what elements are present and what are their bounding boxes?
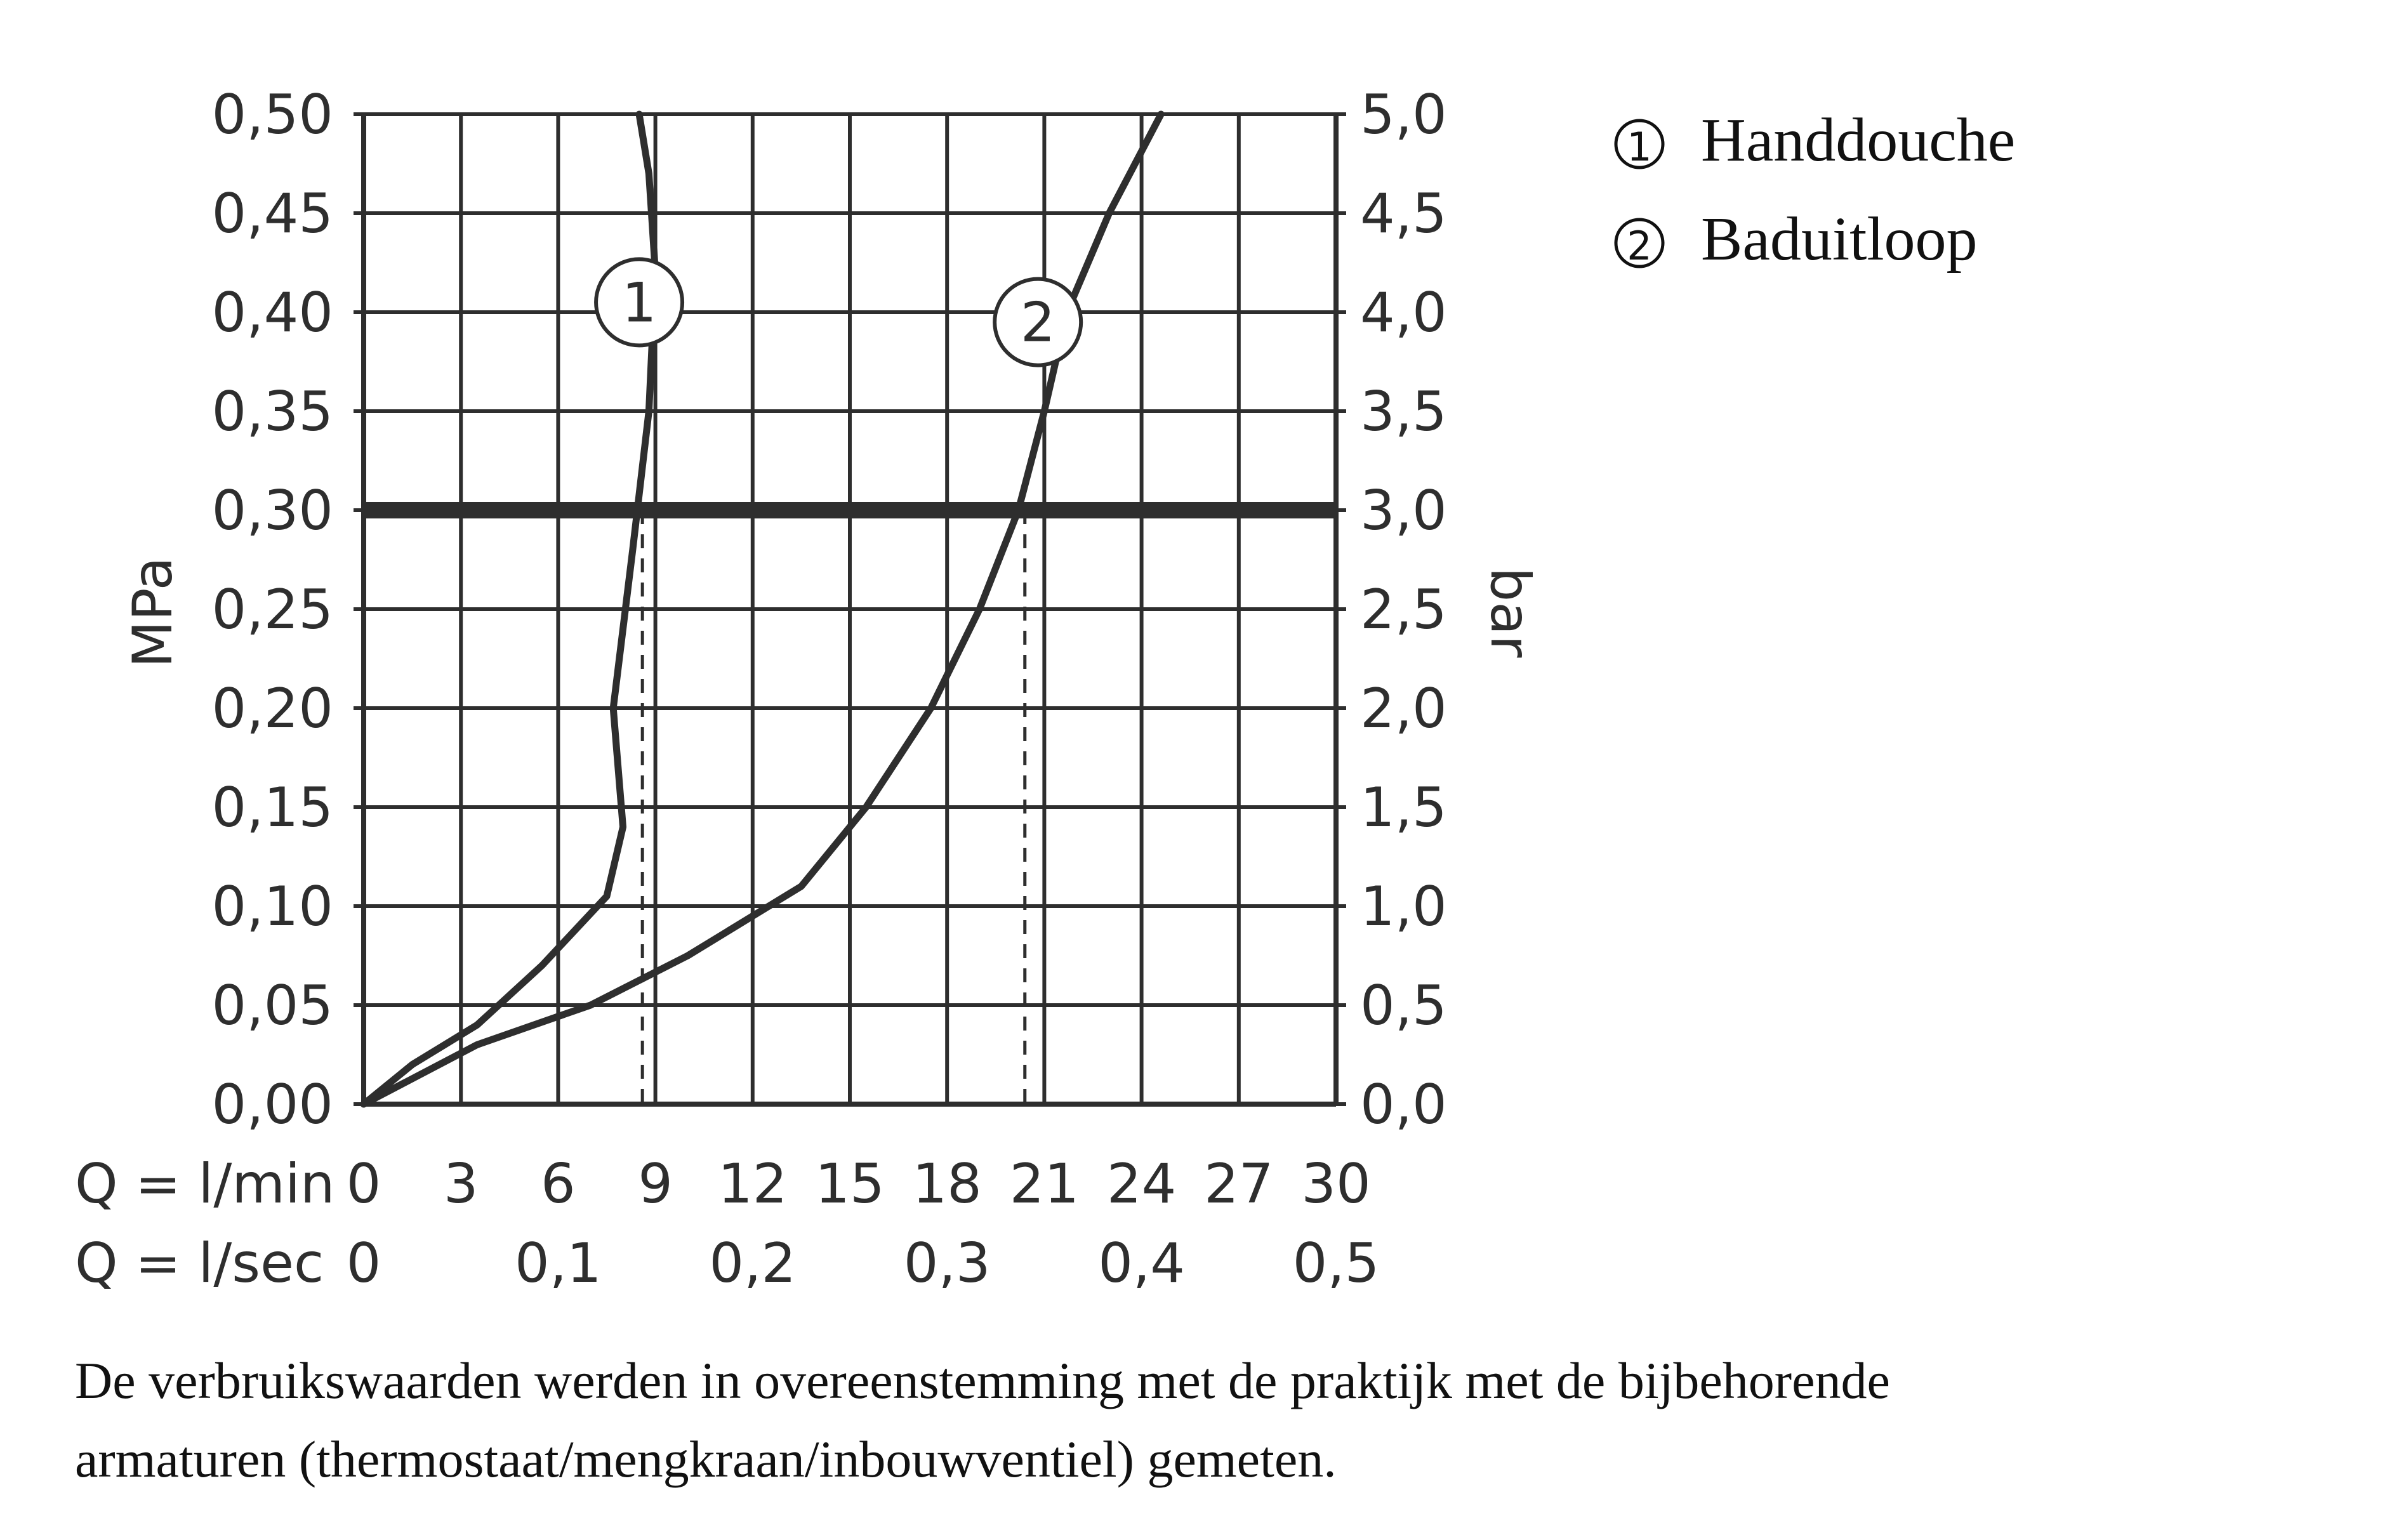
y-right-tick-label: 2,5 bbox=[1360, 578, 1447, 642]
legend-item-baduitloop bbox=[1616, 205, 1978, 273]
x-lmin-tick-label: 27 bbox=[1204, 1152, 1274, 1216]
y-right-tick-label: 0,0 bbox=[1360, 1073, 1447, 1136]
legend-marker-number: 2 bbox=[1627, 223, 1652, 269]
y-left-tick-label: 0,05 bbox=[211, 974, 333, 1038]
curve-marker-number-1: 1 bbox=[621, 271, 657, 335]
y-right-tick-label: 0,5 bbox=[1360, 974, 1447, 1038]
x-lmin-tick-label: 24 bbox=[1106, 1152, 1177, 1216]
curve-marker-number-2: 2 bbox=[1020, 291, 1055, 355]
x-lsec-tick-label: 0,2 bbox=[709, 1232, 797, 1295]
grid bbox=[364, 114, 1336, 1104]
y-left-tick-label: 0,30 bbox=[211, 479, 333, 543]
x-lsec-tick-label: 0,4 bbox=[1098, 1232, 1185, 1295]
y-left-tick-label: 0,40 bbox=[211, 281, 333, 345]
x-lsec-tick-label: 0,1 bbox=[515, 1232, 602, 1295]
y-right-tick-label: 3,5 bbox=[1360, 380, 1447, 444]
caption-line-2: armaturen (thermostaat/mengkraan/inbouwventiel) gemeten. bbox=[75, 1430, 1337, 1488]
y-right-tick-label: 2,0 bbox=[1360, 677, 1447, 741]
x-lmin-tick-label: 9 bbox=[638, 1152, 673, 1216]
y-left-tick-label: 0,50 bbox=[211, 83, 333, 147]
x-lmin-tick-label: 21 bbox=[1009, 1152, 1080, 1216]
x-lsec-axis-title: Q = l/sec bbox=[75, 1232, 324, 1295]
y-right-tick-label: 4,5 bbox=[1360, 182, 1447, 246]
legend-item-handdouche bbox=[1616, 106, 2015, 175]
x-lmin-tick-label: 0 bbox=[346, 1152, 381, 1216]
y-left-tick-label: 0,10 bbox=[211, 875, 333, 939]
x-lsec-tick-label: 0 bbox=[346, 1232, 381, 1295]
legend bbox=[1616, 106, 2015, 273]
y-left-tick-label: 0,15 bbox=[211, 776, 333, 840]
y-right-tick-label: 4,0 bbox=[1360, 281, 1447, 345]
x-lmin-tick-label: 15 bbox=[815, 1152, 885, 1216]
y-right-tick-label: 1,0 bbox=[1360, 875, 1447, 939]
y-left-tick-label: 0,25 bbox=[211, 578, 333, 642]
y-left-axis-title: MPa bbox=[121, 557, 185, 668]
y-right-tick-label: 3,0 bbox=[1360, 479, 1447, 543]
x-lsec-tick-label: 0,5 bbox=[1292, 1232, 1380, 1295]
x-lmin-tick-label: 12 bbox=[718, 1152, 788, 1216]
y-right-tick-label: 1,5 bbox=[1360, 776, 1447, 840]
y-left-tick-label: 0,45 bbox=[211, 182, 333, 246]
legend-label-handdouche: Handdouche bbox=[1701, 106, 2016, 175]
legend-marker-number: 1 bbox=[1627, 124, 1652, 170]
x-lmin-axis-title: Q = l/min bbox=[75, 1152, 335, 1216]
x-lmin-tick-label: 3 bbox=[443, 1152, 479, 1216]
caption-line-1: De verbruikswaarden werden in overeenstemming met de praktijk met de bijbehorende bbox=[75, 1352, 1890, 1409]
legend-label-baduitloop: Baduitloop bbox=[1701, 205, 1978, 273]
x-lmin-tick-label: 6 bbox=[541, 1152, 576, 1216]
y-right-tick-label: 5,0 bbox=[1360, 83, 1447, 147]
labels bbox=[212, 83, 1447, 1295]
x-lmin-tick-label: 30 bbox=[1301, 1152, 1371, 1216]
y-right-axis-title: bar bbox=[1478, 567, 1542, 658]
y-left-tick-label: 0,35 bbox=[211, 380, 333, 444]
y-left-tick-label: 0,20 bbox=[211, 677, 333, 741]
x-lmin-tick-label: 18 bbox=[912, 1152, 982, 1216]
y-left-tick-label: 0,00 bbox=[211, 1073, 333, 1136]
x-lsec-tick-label: 0,3 bbox=[903, 1232, 991, 1295]
